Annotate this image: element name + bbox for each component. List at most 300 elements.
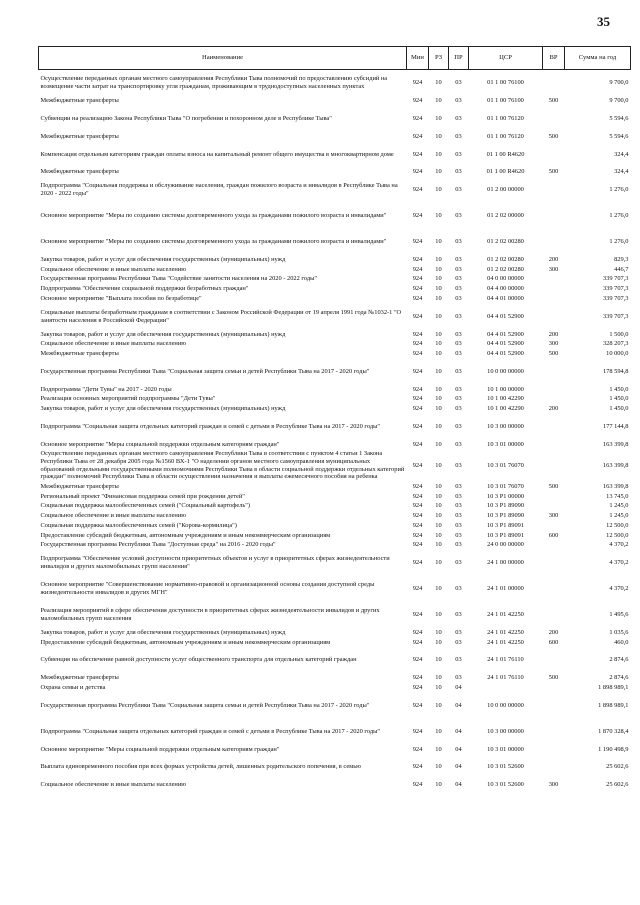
cell-rz: 10: [435, 330, 442, 338]
table-row: [39, 683, 631, 693]
cell-min: 924: [412, 701, 423, 709]
cell-pr: 03: [455, 559, 462, 567]
table-row: [39, 540, 631, 550]
cell-min: 924: [412, 781, 423, 789]
cell-name: Закупка товаров, работ и услуг для обеспечения государственных (муниципальных) нужд: [40, 256, 286, 264]
cell-pr: 03: [455, 541, 462, 549]
cell-pr: 03: [455, 186, 462, 194]
cell-name: Реализация основных мероприятий подпрограммы "Дети Тувы": [40, 395, 216, 403]
cell-rz: 10: [435, 340, 442, 348]
cell-name: Подпрограмма "Дети Тувы" на 2017 - 2020 годы: [40, 385, 172, 393]
cell-sum: 1 190 498,9: [598, 745, 629, 753]
cell-min: 924: [412, 611, 423, 619]
cell-csr: 04 4 01 52900: [487, 312, 524, 320]
cell-csr: 10 1 00 42290: [487, 404, 524, 412]
cell-csr: 01 1 00 76100: [487, 97, 524, 104]
cell-csr: 10 3 P1 00000: [486, 492, 525, 500]
table-row: [39, 628, 631, 638]
cell-csr: 10 3 P1 89090: [486, 502, 525, 510]
cell-pr: 04: [455, 781, 462, 789]
header-csr: ЦСР: [469, 47, 543, 70]
cell-min: 924: [412, 656, 423, 664]
cell-name: Социальное обеспечение и иные выплаты населению: [40, 265, 187, 273]
cell-rz: 10: [435, 349, 442, 357]
header-sum: Сумма на год: [565, 47, 631, 70]
cell-name: Социальные выплаты безработным гражданам в соответствии с Законом Российской Федерации от 19 апреля 1991 года №1032-1 "О занятости населения в Российской Федерации": [40, 308, 402, 324]
cell-rz: 10: [435, 674, 442, 682]
table-row: [39, 394, 631, 404]
cell-pr: 03: [455, 531, 462, 539]
table-body: [39, 70, 631, 791]
cell-sum: 339 707,3: [602, 285, 629, 293]
cell-name: Социальная поддержка малообеспеченных семей ("Социальный картофель"): [40, 502, 251, 510]
cell-min: 924: [412, 531, 423, 539]
cell-vr: [543, 359, 565, 385]
cell-min: 924: [412, 461, 423, 469]
cell-sum: 163 399,8: [602, 440, 629, 448]
table-row: [39, 106, 631, 132]
table-row: [39, 440, 631, 450]
cell-min: 924: [412, 483, 423, 491]
cell-sum: 10 000,0: [606, 349, 629, 357]
cell-sum: 1 450,0: [609, 385, 629, 393]
cell-sum: 1 276,0: [609, 212, 629, 220]
cell-min: 924: [412, 745, 423, 753]
cell-name: Межбюджетные трансферты: [40, 349, 119, 357]
cell-min: 924: [412, 404, 423, 412]
cell-min: 924: [412, 312, 423, 320]
table-row: [39, 294, 631, 304]
cell-csr: 10 3 01 00000: [487, 745, 524, 753]
cell-sum: 2 874,6: [609, 674, 629, 682]
cell-vr: 300: [548, 781, 559, 789]
cell-pr: 03: [455, 611, 462, 619]
cell-name: Региональный проект "Финансовая поддержка семей при рождении детей": [40, 492, 245, 500]
cell-vr: [543, 647, 565, 673]
cell-pr: 03: [455, 656, 462, 664]
cell-vr: 200: [548, 404, 559, 412]
cell-min: 924: [412, 385, 423, 393]
cell-min: 924: [412, 559, 423, 567]
cell-rz: 10: [435, 285, 442, 293]
cell-pr: 04: [455, 701, 462, 709]
cell-sum: 324,4: [614, 150, 629, 158]
cell-vr: 600: [548, 531, 559, 539]
cell-sum: 1 495,6: [609, 611, 629, 619]
cell-sum: 177 144,8: [602, 422, 629, 430]
cell-pr: 03: [455, 349, 462, 357]
cell-vr: [543, 70, 565, 97]
cell-name: Закупка товаров, работ и услуг для обеспечения государственных (муниципальных) нужд: [40, 628, 286, 636]
cell-min: 924: [412, 265, 423, 273]
cell-min: 924: [412, 330, 423, 338]
table-row: [39, 745, 631, 755]
cell-name: Социальная поддержка малообеспеченных семей ("Корова-кормилица"): [40, 521, 237, 529]
cell-min: 924: [412, 238, 423, 246]
cell-csr: 01 1 00 R4620: [486, 150, 525, 158]
cell-csr: 10 0 00 00000: [487, 701, 524, 709]
cell-pr: 03: [455, 483, 462, 491]
table-row: [39, 284, 631, 294]
cell-vr: [543, 394, 565, 404]
cell-csr: 01 2 02 00000: [487, 212, 524, 220]
cell-sum: 12 500,0: [606, 521, 629, 529]
cell-sum: 178 594,8: [602, 367, 629, 375]
cell-rz: 10: [435, 97, 442, 104]
cell-csr: 24 1 01 76110: [487, 674, 524, 682]
cell-csr: 10 3 01 52600: [487, 781, 524, 789]
table-row: [39, 203, 631, 229]
cell-vr: [543, 576, 565, 602]
cell-min: 924: [412, 628, 423, 636]
cell-name: Субвенции на реализацию Закона Республики Тыва "О погребении и похоронном деле в Республике Тыва": [40, 114, 332, 122]
cell-sum: 1 245,0: [609, 502, 629, 510]
cell-csr: 04 0 00 00000: [487, 275, 524, 283]
cell-name: Осуществление переданных органам местного самоуправления Республики Тыва полномочий по предоставлению субсидий на возмещение части затрат на транспортировку угля гражданам, проживающим в труднодоступных населенных пунктах: [40, 75, 388, 90]
table-row: [39, 177, 631, 203]
cell-rz: 10: [435, 541, 442, 549]
cell-sum: 1 500,0: [609, 330, 629, 338]
table-row: [39, 482, 631, 492]
cell-rz: 10: [435, 492, 442, 500]
cell-pr: 03: [455, 212, 462, 220]
cell-vr: [543, 141, 565, 167]
cell-min: 924: [412, 114, 423, 122]
cell-vr: 300: [548, 340, 559, 348]
cell-min: 924: [412, 674, 423, 682]
cell-sum: 4 370,2: [609, 585, 629, 593]
cell-vr: [543, 284, 565, 294]
cell-name: Социальное обеспечение и иные выплаты населению: [40, 340, 187, 348]
cell-rz: 10: [435, 483, 442, 491]
cell-rz: 10: [435, 781, 442, 789]
cell-min: 924: [412, 541, 423, 549]
cell-rz: 10: [435, 638, 442, 646]
cell-vr: [543, 754, 565, 780]
cell-vr: 300: [548, 512, 559, 520]
cell-min: 924: [412, 727, 423, 735]
cell-rz: 10: [435, 502, 442, 510]
table-row: [39, 550, 631, 576]
cell-csr: 10 3 01 52600: [487, 763, 524, 771]
cell-sum: 1 450,0: [609, 404, 629, 412]
cell-pr: 03: [455, 674, 462, 682]
cell-pr: 03: [455, 330, 462, 338]
cell-pr: 03: [455, 638, 462, 646]
cell-csr: 24 1 01 42250: [487, 611, 524, 619]
cell-csr: 24 1 00 00000: [487, 559, 524, 567]
cell-vr: [543, 745, 565, 755]
cell-vr: 500: [548, 168, 559, 176]
cell-vr: [543, 550, 565, 576]
cell-pr: 03: [455, 265, 462, 273]
table-row: [39, 167, 631, 177]
table-row: [39, 638, 631, 648]
cell-rz: 10: [435, 265, 442, 273]
cell-pr: 03: [455, 628, 462, 636]
cell-name: Государственная программа Республики Тыва "Социальная защита семьи и детей Республики Тыва на 2017 - 2020 годы": [40, 701, 370, 709]
cell-sum: 13 745,0: [606, 492, 629, 500]
cell-vr: 600: [548, 638, 559, 646]
cell-rz: 10: [435, 512, 442, 520]
cell-rz: 10: [435, 168, 442, 176]
cell-min: 924: [412, 367, 423, 375]
cell-rz: 10: [435, 256, 442, 264]
cell-pr: 03: [455, 285, 462, 293]
cell-vr: [543, 449, 565, 482]
cell-csr: 24 0 00 00000: [487, 541, 524, 549]
cell-min: 924: [412, 512, 423, 520]
cell-rz: 10: [435, 701, 442, 709]
cell-csr: 01 1 00 R4620: [486, 168, 525, 176]
table-row: [39, 693, 631, 719]
table-row: [39, 719, 631, 745]
table-header-row: [39, 47, 631, 70]
cell-vr: [543, 414, 565, 440]
cell-rz: 10: [435, 683, 442, 691]
cell-csr: 01 2 02 00280: [487, 265, 524, 273]
cell-rz: 10: [435, 461, 442, 469]
cell-csr: 01 1 00 76120: [487, 114, 524, 122]
cell-min: 924: [412, 275, 423, 283]
cell-pr: 04: [455, 763, 462, 771]
cell-pr: 04: [455, 683, 462, 691]
cell-name: Субвенция на обеспечение равной доступности услуг общественного транспорта для отдельных категорий граждан: [40, 656, 357, 664]
cell-pr: 03: [455, 168, 462, 176]
table-row: [39, 521, 631, 531]
header-name: Наименование: [39, 47, 407, 70]
cell-csr: 01 1 00 76120: [487, 132, 524, 140]
cell-pr: 03: [455, 256, 462, 264]
cell-name: Государственная программа Республики Тыва "Доступная среда" на 2016 - 2020 годы": [40, 541, 276, 549]
cell-sum: 339 707,3: [602, 294, 629, 302]
cell-min: 924: [412, 256, 423, 264]
cell-sum: 1 035,6: [609, 628, 629, 636]
cell-pr: 03: [455, 97, 462, 104]
cell-rz: 10: [435, 132, 442, 140]
cell-sum: 9 700,0: [609, 97, 629, 104]
cell-pr: 03: [455, 294, 462, 302]
cell-name: Компенсация отдельным категориям граждан оплаты взноса на капитальный ремонт общего имущества в многоквартирном доме: [40, 150, 394, 158]
cell-name: Основное мероприятие "Выплата пособия по безработице": [40, 294, 202, 302]
cell-min: 924: [412, 294, 423, 302]
cell-rz: 10: [435, 150, 442, 158]
cell-sum: 829,3: [614, 256, 629, 264]
cell-name: Выплата единовременного пособия при всех формах устройства детей, лишенных родительского попечения, в семью: [40, 763, 361, 771]
cell-min: 924: [412, 132, 423, 140]
cell-rz: 10: [435, 404, 442, 412]
cell-csr: 04 4 00 00000: [487, 285, 524, 293]
cell-pr: 03: [455, 502, 462, 510]
cell-rz: 10: [435, 114, 442, 122]
cell-min: 924: [412, 683, 423, 691]
cell-sum: 4 370,2: [609, 559, 629, 567]
cell-vr: [543, 693, 565, 719]
cell-min: 924: [412, 763, 423, 771]
cell-pr: 03: [455, 404, 462, 412]
cell-vr: [543, 540, 565, 550]
cell-csr: 04 4 01 52900: [487, 340, 524, 348]
cell-vr: [543, 385, 565, 395]
cell-name: Основное мероприятие "Совершенствование нормативно-правовой и организационной основы создания доступной среды жизнедеятельности инвалидов и других МГН": [40, 581, 375, 596]
cell-rz: 10: [435, 212, 442, 220]
cell-vr: 500: [548, 674, 559, 682]
cell-rz: 10: [435, 531, 442, 539]
cell-name: Межбюджетные трансферты: [40, 483, 119, 491]
cell-name: Подпрограмма "Обеспечение условий доступности приоритетных объектов и услуг в приоритетных сферах жизнедеятельности инвалидов и других маломобильных групп населения": [40, 555, 390, 570]
cell-min: 924: [412, 168, 423, 176]
header-vr: ВР: [543, 47, 565, 70]
table-row: [39, 359, 631, 385]
cell-rz: 10: [435, 559, 442, 567]
table-row: [39, 492, 631, 502]
cell-min: 924: [412, 521, 423, 529]
cell-name: Реализация мероприятий в сфере обеспечения доступности в приоритетных сферах жизнедеятельности инвалидов и других маломобильных групп населения: [40, 607, 380, 622]
table-row: [39, 339, 631, 349]
cell-sum: 339 707,3: [602, 275, 629, 283]
cell-rz: 10: [435, 312, 442, 320]
cell-name: Межбюджетные трансферты: [40, 674, 119, 682]
cell-pr: 03: [455, 440, 462, 448]
cell-sum: 163 399,8: [602, 461, 629, 469]
cell-vr: [543, 203, 565, 229]
cell-csr: 10 1 00 00000: [487, 385, 524, 393]
cell-name: Основное мероприятие "Меры по созданию системы долговременного ухода за гражданами пожилого возраста и инвалидами": [40, 238, 387, 246]
cell-name: Основное мероприятие "Меры социальной поддержки отдельным категориям граждан": [40, 440, 280, 448]
table-row: [39, 780, 631, 790]
cell-vr: 500: [548, 97, 559, 104]
cell-vr: [543, 274, 565, 284]
cell-name: Социальное обеспечение и иные выплаты населению: [40, 512, 187, 520]
cell-csr: 24 1 01 00000: [487, 585, 524, 593]
cell-pr: 03: [455, 492, 462, 500]
table-row: [39, 602, 631, 628]
cell-csr: 04 4 01 52900: [487, 330, 524, 338]
cell-sum: 1 450,0: [609, 395, 629, 403]
cell-sum: 1 870 328,4: [598, 727, 629, 735]
cell-vr: 500: [548, 483, 559, 491]
cell-name: Межбюджетные трансферты: [40, 132, 119, 140]
table-row: [39, 349, 631, 359]
cell-vr: [543, 602, 565, 628]
cell-min: 924: [412, 492, 423, 500]
cell-csr: 24 1 01 76110: [487, 656, 524, 664]
table-row: [39, 449, 631, 482]
cell-min: 924: [412, 340, 423, 348]
cell-pr: 03: [455, 422, 462, 430]
cell-csr: 10 3 01 00000: [487, 440, 524, 448]
cell-vr: 500: [548, 132, 559, 140]
cell-sum: 25 602,6: [606, 763, 629, 771]
cell-vr: [543, 492, 565, 502]
cell-rz: 10: [435, 422, 442, 430]
cell-min: 924: [412, 585, 423, 593]
table-row: [39, 265, 631, 275]
cell-pr: 03: [455, 132, 462, 140]
table-row: [39, 304, 631, 330]
cell-pr: 04: [455, 745, 462, 753]
table-row: [39, 531, 631, 541]
header-rz: РЗ: [429, 47, 449, 70]
cell-rz: 10: [435, 763, 442, 771]
table-row: [39, 96, 631, 106]
cell-min: 924: [412, 395, 423, 403]
cell-sum: 2 874,6: [609, 656, 629, 664]
cell-name: Подпрограмма "Социальная защита отдельных категорий граждан и семей с детьми в Республике Тыва на 2017 - 2020 годы": [40, 422, 381, 430]
cell-vr: [543, 501, 565, 511]
cell-name: Подпрограмма "Социальная защита отдельных категорий граждан и семей с детьми в Республике Тыва на 2017 - 2020 годы": [40, 727, 381, 735]
cell-csr: 01 2 02 00280: [487, 256, 524, 264]
cell-rz: 10: [435, 656, 442, 664]
cell-sum: 1 276,0: [609, 186, 629, 194]
cell-sum: 4 370,2: [609, 541, 629, 549]
cell-min: 924: [412, 150, 423, 158]
budget-table: [38, 46, 631, 790]
cell-vr: [543, 294, 565, 304]
cell-pr: 03: [455, 512, 462, 520]
cell-rz: 10: [435, 628, 442, 636]
cell-rz: 10: [435, 79, 442, 87]
cell-name: Осуществление переданных органам местного самоуправления Республики Тыва в соответствии с пунктом 4 статьи 1 Закона Республики Тыва от 28 декабря 2005 года №1560 ВХ-1 "О наделении органов местного самоуправления муниципальных образований отдельными государственными полномочиями Республики Тыва в области социальной поддержки отдельных категорий граждан" полномочий Республики Тыва в области осуществления назначения и выплаты ежемесячного пособия на ребенка: [40, 450, 405, 481]
cell-csr: 10 3 01 76070: [487, 483, 524, 491]
cell-rz: 10: [435, 385, 442, 393]
cell-pr: 03: [455, 461, 462, 469]
cell-name: Основное мероприятие "Меры социальной поддержки отдельным категориям граждан": [40, 745, 280, 753]
cell-csr: [469, 683, 543, 693]
cell-name: Межбюджетные трансферты: [40, 97, 119, 104]
cell-csr: 10 1 00 42290: [487, 395, 524, 403]
cell-min: 924: [412, 79, 423, 87]
cell-sum: 9 700,0: [609, 79, 629, 87]
cell-sum: 163 399,8: [602, 483, 629, 491]
table-row: [39, 647, 631, 673]
cell-sum: 460,0: [614, 638, 629, 646]
cell-csr: 01 2 00 00000: [487, 186, 524, 194]
cell-csr: 10 3 P1 89090: [486, 512, 525, 520]
cell-name: Предоставление субсидий бюджетным, автономным учреждениям и иным некоммерческим организациям: [40, 638, 331, 646]
cell-rz: 10: [435, 585, 442, 593]
cell-vr: [543, 177, 565, 203]
table-row: [39, 141, 631, 167]
cell-name: Подпрограмма "Социальная поддержка и обслуживание населения, граждан пожилого возраста и инвалидов в Республике Тыва на 2020 - 2022 годы": [40, 182, 398, 198]
cell-vr: [543, 106, 565, 132]
cell-vr: [543, 304, 565, 330]
cell-vr: 200: [548, 330, 559, 338]
cell-rz: 10: [435, 275, 442, 283]
cell-rz: 10: [435, 395, 442, 403]
cell-csr: 04 4 01 52900: [487, 349, 524, 357]
cell-csr: 01 1 00 76100: [487, 79, 524, 87]
cell-sum: 5 594,6: [609, 132, 629, 140]
cell-min: 924: [412, 440, 423, 448]
cell-rz: 10: [435, 294, 442, 302]
cell-sum: 1 898 989,1: [598, 701, 629, 709]
cell-sum: 328 207,3: [602, 340, 629, 348]
cell-sum: 25 602,6: [606, 781, 629, 789]
cell-pr: 03: [455, 395, 462, 403]
cell-csr: 10 3 P1 89091: [486, 521, 525, 529]
cell-sum: 1 898 989,1: [598, 683, 629, 691]
table-row: [39, 501, 631, 511]
cell-pr: 03: [455, 521, 462, 529]
cell-pr: 03: [455, 340, 462, 348]
cell-min: 924: [412, 638, 423, 646]
cell-pr: 03: [455, 312, 462, 320]
cell-min: 924: [412, 285, 423, 293]
table-row: [39, 330, 631, 340]
cell-vr: 200: [548, 628, 559, 636]
cell-pr: 03: [455, 385, 462, 393]
